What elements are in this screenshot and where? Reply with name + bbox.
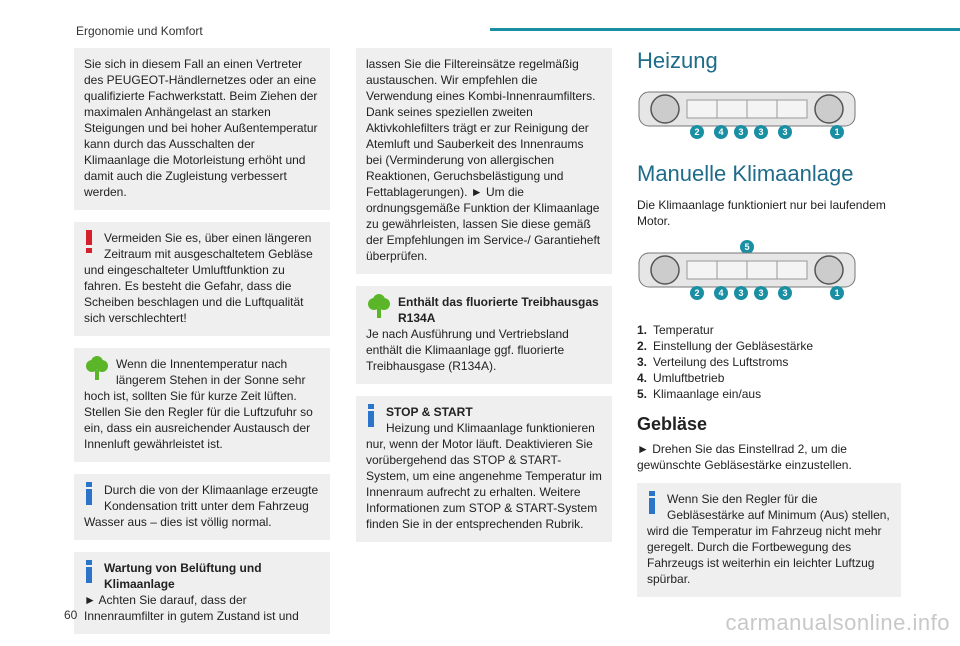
eco-box-gas: [356, 286, 612, 384]
watermark: carmanualsonline.info: [725, 610, 950, 635]
info-icon: [86, 560, 92, 582]
note-box-trailer: [74, 48, 330, 210]
list-item: 1. Temperatur: [637, 323, 714, 337]
intro-text: Die Klimaanlage funktioniert nur bei laufendem Motor.: [637, 198, 886, 228]
callout-label: 3: [738, 127, 744, 137]
eco-text: Je nach Ausführung und Vertriebsland enthält die Klimaanlage ggf. fluorierte Treibhausgase (R134A).: [366, 327, 569, 373]
header-accent-bar: [490, 28, 960, 31]
column-3: [637, 48, 901, 609]
eco-title: Enthält das fluorierte Treibhausgas R134A: [398, 295, 599, 325]
callout-label: 4: [718, 288, 724, 298]
info-box-minimum: [637, 483, 901, 597]
heading-heizung: Heizung: [637, 48, 718, 73]
info-title: STOP & START: [386, 405, 473, 419]
callout-label: 3: [758, 127, 764, 137]
callout-label: 3: [758, 288, 764, 298]
callout-label: 1: [834, 127, 840, 137]
callout-label: 3: [738, 288, 744, 298]
warning-box: [74, 222, 330, 336]
heading-geblaese: Gebläse: [637, 414, 708, 434]
control-panel-illustration: [637, 84, 857, 144]
warning-text: Vermeiden Sie es, über einen längeren Zeitraum mit ausgeschaltetem Gebläse und eingeschalteter Umluftfunktion zu fahren. Es besteht die Gefahr, dass die Scheiben beschlagen und die Luftqualität sich verschlechtert!: [84, 231, 313, 325]
info-title: Wartung von Belüftung und Klimaanlage: [104, 561, 262, 591]
legend-list: [637, 322, 901, 402]
callout-label: 2: [694, 127, 700, 137]
info-box-stopstart: [356, 396, 612, 542]
info-box-condensation: [74, 474, 330, 540]
control-panel-illustration-2: [637, 239, 857, 305]
tree-icon: [84, 356, 110, 382]
callout-label: 5: [744, 242, 750, 252]
warning-icon: [86, 230, 92, 252]
info-box-maintenance: [74, 552, 330, 634]
callout-label: 2: [694, 288, 700, 298]
note-text: lassen Sie die Filtereinsätze regelmäßig austauschen. Wir empfehlen die Verwendung eines Kombi-Innenraumfilters. Dank seines speziellen zweiten Aktivkohlefilters trägt er zur Reinigung der Atemluft und Sauberkeit des Innenraums bei (Verminderung von allergischen Reaktionen, Geruchsbelästigung und Fettablagerungen). ► Um die ordnungsgemäße Funktion der Klimaanlage zu gewährleisten, lassen Sie diese gemäß der Empfehlungen im Service-/ Garantieheft überprüfen.: [366, 57, 601, 263]
info-icon: [86, 482, 92, 504]
list-item: 3. Verteilung des Luftstroms: [637, 355, 789, 369]
note-box-filter: [356, 48, 612, 274]
callout-label: 4: [718, 127, 724, 137]
eco-text: Wenn die Innentemperatur nach längerem Stehen in der Sonne sehr hoch ist, sollten Sie für kurze Zeit lüften. Stellen Sie den Regler für die Luftzufuhr so ein, dass ein ausreichender Austausch der Innenluft gewährleistet ist.: [84, 357, 313, 451]
geblaese-text: ► Drehen Sie das Einstellrad 2, um die gewünschte Gebläsestärke einzustellen.: [637, 442, 852, 472]
callout-label: 3: [782, 288, 788, 298]
column-1: [74, 48, 330, 646]
eco-box: [74, 348, 330, 462]
info-icon: [649, 491, 655, 513]
column-2: [356, 48, 612, 554]
info-text: ► Achten Sie darauf, dass der Innenraumfilter in gutem Zustand ist und: [84, 593, 299, 623]
heading-manuelle-klimaanlage: Manuelle Klimaanlage: [637, 161, 854, 186]
list-item: 2. Einstellung der Gebläsestärke: [637, 339, 814, 353]
info-text: Wenn Sie den Regler für die Gebläsestärke auf Minimum (Aus) stellen, wird die Temperatur im Fahrzeug nicht mehr geregelt. Durch die Fortbewegung des Fahrzeugs ist weiterhin ein leichter Luftzug spürbar.: [647, 492, 890, 586]
list-item: 4. Umluftbetrieb: [637, 371, 725, 385]
callout-label: 1: [834, 288, 840, 298]
page-number: 60: [64, 608, 78, 622]
info-text: Heizung und Klimaanlage funktionieren nur, wenn der Motor läuft. Deaktivieren Sie vorübergehend das STOP & START-System, um eine angenehme Temperatur im Innenraum aufrecht zu erhalten. Weitere Informationen zum STOP & START-System finden Sie in der entsprechenden Rubrik.: [366, 421, 602, 531]
tree-icon: [366, 294, 392, 320]
note-text: Sie sich in diesem Fall an einen Vertreter des PEUGEOT-Händlernetzes oder an eine qualifizierte Fachwerkstatt. Beim Ziehen der maximalen Anhängelast an starken Steigungen und bei hoher Außentemperatur kann durch das Ausschalten der Klimaanlage die Motorleistung erhöht und damit auch die Zugleistung verbessert werden.: [84, 57, 318, 199]
header-title: Ergonomie und Komfort: [76, 24, 203, 38]
list-item: 5. Klimaanlage ein/aus: [637, 387, 762, 401]
info-icon: [368, 404, 374, 426]
callout-label: 3: [782, 127, 788, 137]
info-text: Durch die von der Klimaanlage erzeugte Kondensation tritt unter dem Fahrzeug Wasser aus – dies ist völlig normal.: [84, 483, 319, 529]
